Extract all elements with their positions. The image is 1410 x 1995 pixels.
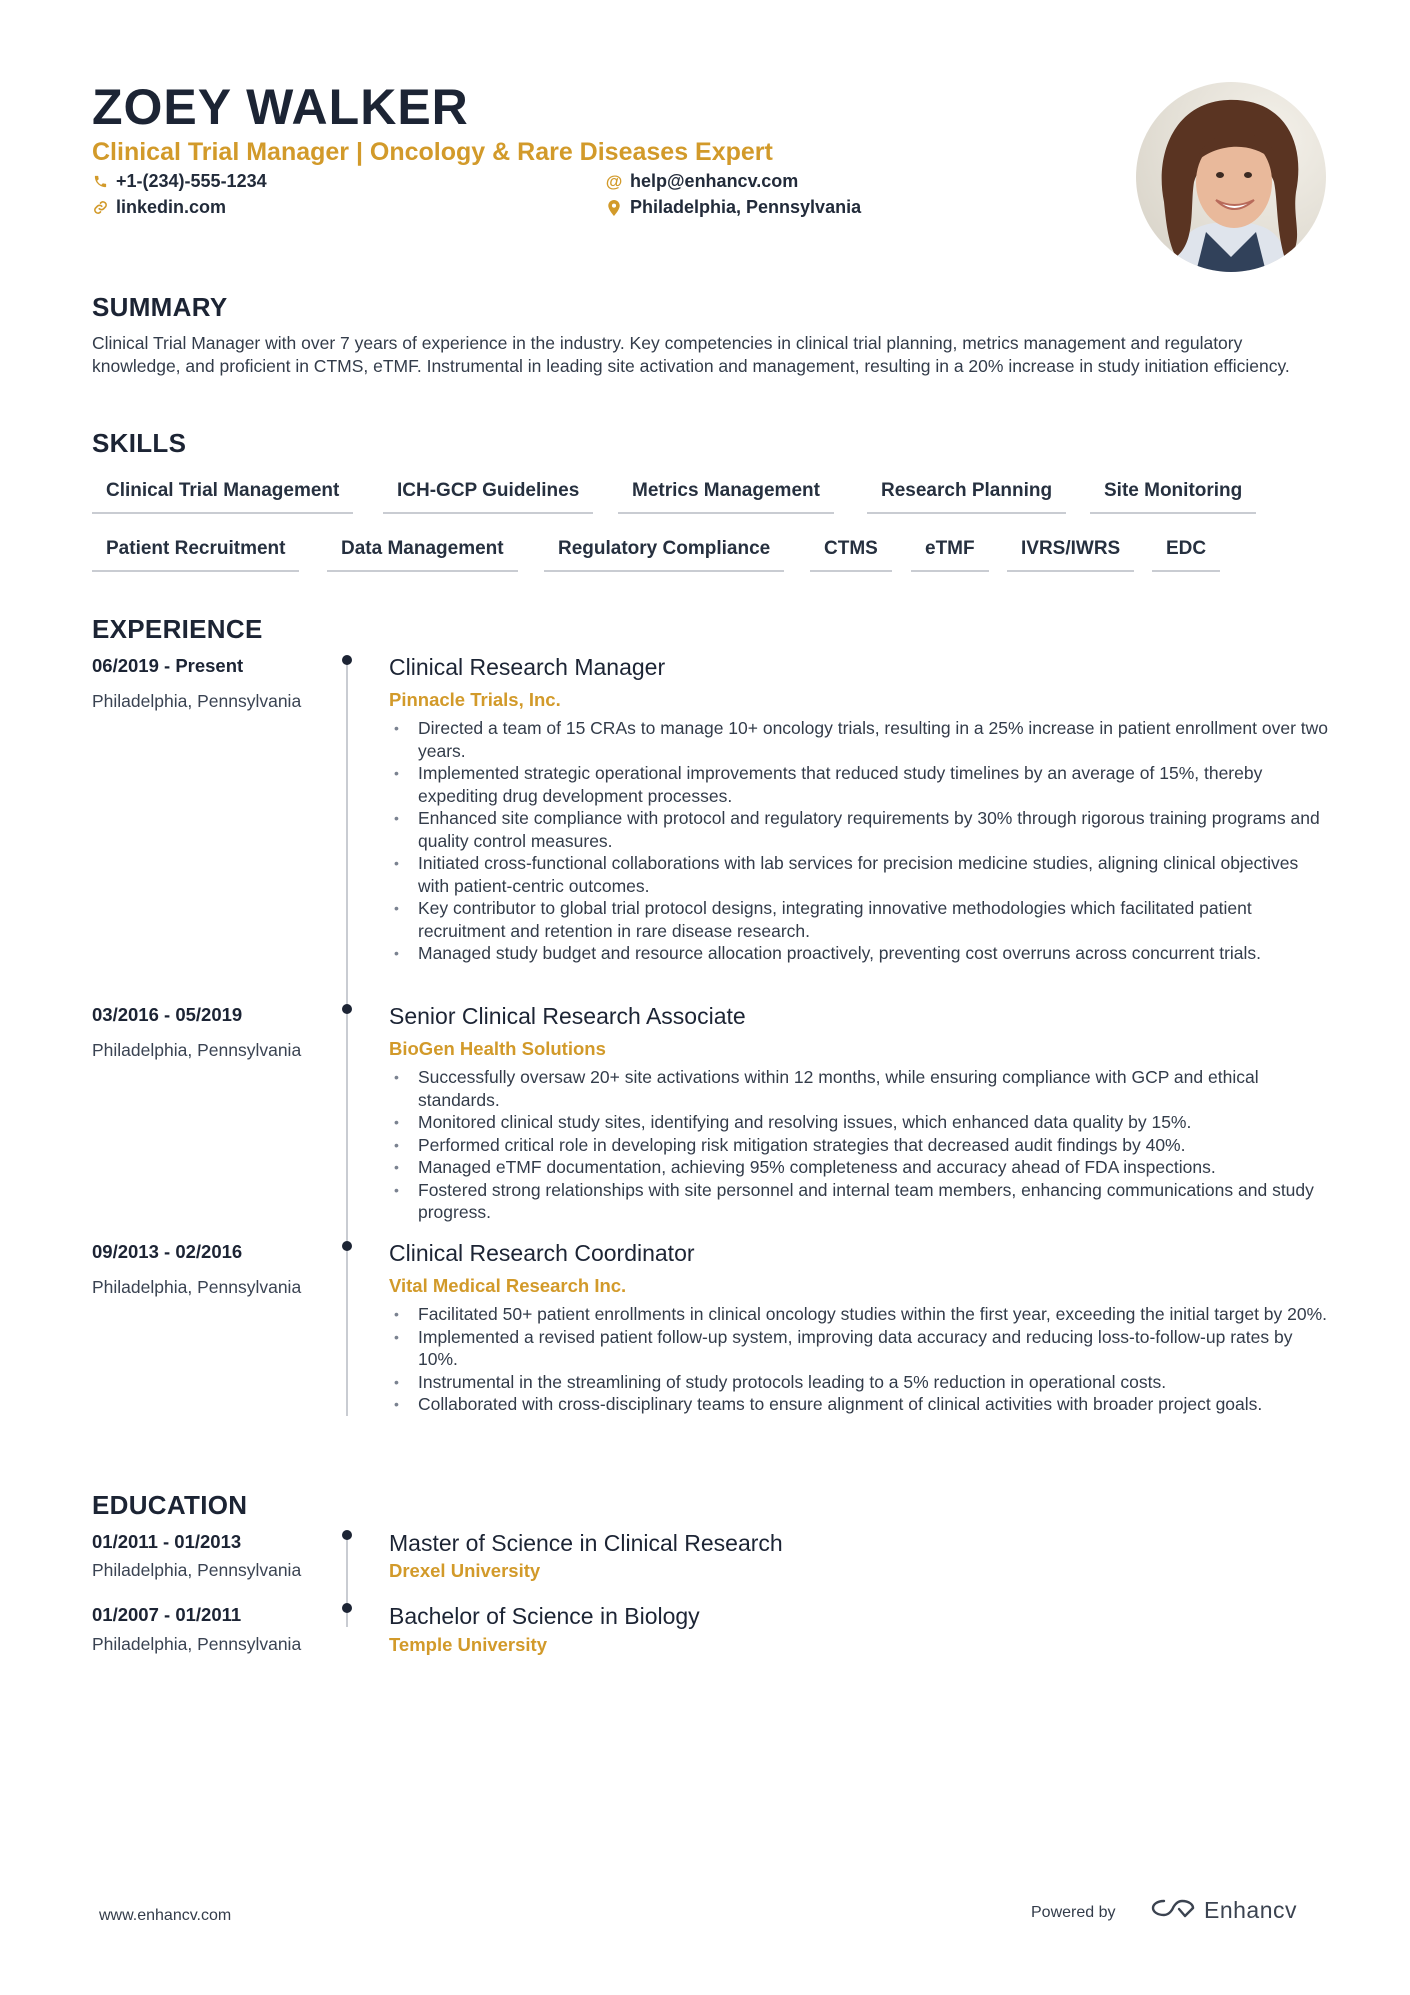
education-degree: Bachelor of Science in Biology	[389, 1603, 700, 1629]
enhancv-logo-icon	[1150, 1896, 1196, 1925]
skills-heading: SKILLS	[92, 428, 187, 458]
bullet-item: • Monitored clinical study sites, identifying and resolving issues, which enhanced data quality by 15%.	[389, 1111, 1329, 1134]
bullet-item: • Managed eTMF documentation, achieving 95% completeness and accuracy ahead of FDA inspections.	[389, 1156, 1329, 1179]
education-dates: 01/2011 - 01/2013	[92, 1531, 242, 1552]
contact-linkedin	[92, 197, 226, 218]
experience-timeline	[346, 660, 348, 1416]
summary-text: Clinical Trial Manager with over 7 years of experience in the industry. Key competencies in clinical trial planning, metrics management and regulatory knowledge, and proficient in CTMS, eTMF. Instrumental in leading site activation and management, resulting in a 20% increase in study initiation efficiency.	[92, 333, 1290, 376]
job-bullets	[389, 1066, 1329, 1224]
bullet-item: • Initiated cross-functional collaborations with lab services for precision medicine studies, aligning clinical objectives with patient-centric outcomes.	[389, 852, 1329, 897]
summary-heading: SUMMARY	[92, 292, 228, 322]
bullet-item: • Successfully oversaw 20+ site activations within 12 months, while ensuring compliance with GCP and ethical standards.	[389, 1066, 1329, 1111]
candidate-name: ZOEY WALKER	[92, 79, 469, 135]
skill-tag: IVRS/IWRS	[1007, 538, 1134, 572]
bullet-item: • Instrumental in the streamlining of study protocols leading to a 5% reduction in operational costs.	[389, 1371, 1329, 1394]
timeline-dot	[342, 1004, 352, 1014]
footer-brand: Enhancv	[1204, 1897, 1298, 1923]
bullet-item: • Performed critical role in developing risk mitigation strategies that decreased audit findings by 40%.	[389, 1134, 1329, 1157]
job-role: Senior Clinical Research Associate	[389, 1003, 746, 1029]
education-dates: 01/2007 - 01/2011	[92, 1604, 242, 1625]
candidate-title: Clinical Trial Manager | Oncology & Rare Diseases Expert	[92, 138, 773, 166]
skill-tag: ICH-GCP Guidelines	[383, 480, 593, 514]
footer-website[interactable]: www.enhancv.com	[99, 1907, 232, 1924]
skill-tag: Data Management	[327, 538, 518, 572]
skill-tag: EDC	[1152, 538, 1220, 572]
skill-tag: CTMS	[810, 538, 892, 572]
contact-email	[606, 171, 798, 192]
bullet-item: • Facilitated 50+ patient enrollments in clinical oncology studies within the first year, exceeding the initial target by 20%.	[389, 1303, 1329, 1326]
bullet-item: • Implemented strategic operational improvements that reduced study timelines by an average of 15%, thereby expediting drug development processes.	[389, 762, 1329, 807]
contact-location	[606, 197, 861, 218]
education-degree: Master of Science in Clinical Research	[389, 1530, 783, 1556]
skill-tag: eTMF	[911, 538, 989, 572]
skill-tag: Site Monitoring	[1090, 480, 1256, 514]
bullet-item: • Fostered strong relationships with site personnel and internal team members, enhancing communications and study progress.	[389, 1179, 1329, 1224]
job-role: Clinical Research Manager	[389, 654, 666, 680]
job-company: BioGen Health Solutions	[389, 1038, 606, 1059]
job-bullets	[389, 1303, 1329, 1416]
location-text: Philadelphia, Pennsylvania	[630, 197, 862, 217]
skill-tag: Patient Recruitment	[92, 538, 299, 572]
bullet-item: • Managed study budget and resource allocation proactively, preventing cost overruns across concurrent trials.	[389, 942, 1329, 965]
job-dates: 03/2016 - 05/2019	[92, 1004, 243, 1025]
education-heading: EDUCATION	[92, 1490, 248, 1520]
bullet-item: • Key contributor to global trial protocol designs, integrating innovative methodologies which facilitated patient recruitment and retention in rare disease research.	[389, 897, 1329, 942]
job-location: Philadelphia, Pennsylvania	[92, 1277, 302, 1297]
footer-powered-by: Powered by	[1031, 1904, 1116, 1921]
education-school: Drexel University	[389, 1560, 541, 1581]
timeline-dot	[342, 1603, 352, 1613]
job-bullets	[389, 717, 1329, 965]
profile-photo	[1136, 82, 1326, 272]
job-location: Philadelphia, Pennsylvania	[92, 691, 302, 711]
bullet-item: • Enhanced site compliance with protocol and regulatory requirements by 30% through rigorous training programs and quality control measures.	[389, 807, 1329, 852]
phone-icon	[92, 174, 108, 190]
skill-tag: Research Planning	[867, 480, 1066, 514]
location-pin-icon	[606, 200, 622, 216]
skill-tag: Clinical Trial Management	[92, 480, 353, 514]
bullet-item: • Collaborated with cross-disciplinary teams to ensure alignment of clinical activities with broader project goals.	[389, 1393, 1329, 1416]
job-dates: 09/2013 - 02/2016	[92, 1241, 243, 1262]
email-text[interactable]: help@enhancv.com	[630, 171, 799, 191]
skill-tag: Regulatory Compliance	[544, 538, 784, 572]
footer-logo[interactable]	[1150, 1896, 1297, 1925]
job-location: Philadelphia, Pennsylvania	[92, 1040, 302, 1060]
phone-text[interactable]: +1-(234)-555-1234	[116, 171, 267, 191]
education-location: Philadelphia, Pennsylvania	[92, 1560, 302, 1580]
education-timeline	[346, 1535, 348, 1627]
timeline-dot	[342, 655, 352, 665]
link-icon	[92, 200, 108, 216]
job-company: Vital Medical Research Inc.	[389, 1275, 627, 1296]
job-dates: 06/2019 - Present	[92, 655, 244, 676]
job-role: Clinical Research Coordinator	[389, 1240, 695, 1266]
timeline-dot	[342, 1530, 352, 1540]
linkedin-text[interactable]: linkedin.com	[116, 197, 227, 217]
contact-phone	[92, 171, 267, 192]
timeline-dot	[342, 1241, 352, 1251]
skill-tag: Metrics Management	[618, 480, 834, 514]
bullet-item: • Directed a team of 15 CRAs to manage 10+ oncology trials, resulting in a 25% increase in patient enrollment over two years.	[389, 717, 1329, 762]
job-company: Pinnacle Trials, Inc.	[389, 689, 561, 710]
at-icon: @	[605, 171, 623, 191]
education-location: Philadelphia, Pennsylvania	[92, 1634, 302, 1654]
education-school: Temple University	[389, 1634, 547, 1655]
experience-heading: EXPERIENCE	[92, 614, 263, 644]
bullet-item: • Implemented a revised patient follow-up system, improving data accuracy and reducing loss-to-follow-up rates by 10%.	[389, 1326, 1329, 1371]
